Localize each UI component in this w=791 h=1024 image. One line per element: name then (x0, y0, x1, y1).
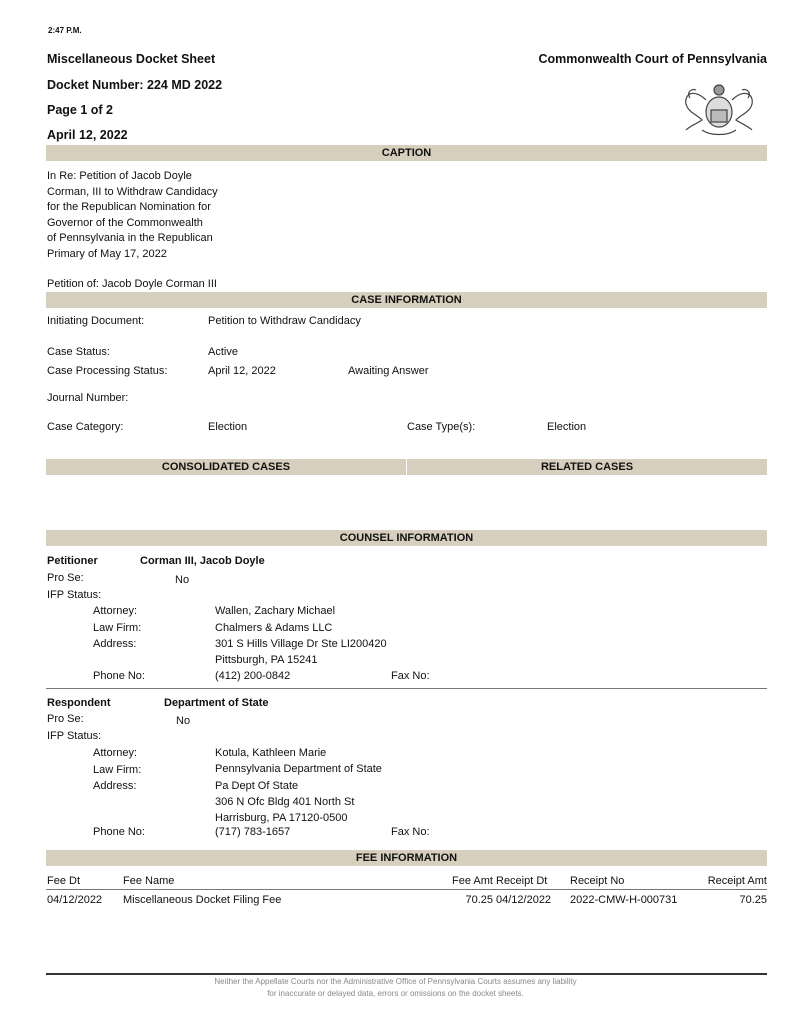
address-line: 301 S Hills Village Dr Ste LI200420 (215, 638, 387, 650)
ifp-status-label: IFP Status: (47, 589, 102, 601)
sheet-date: April 12, 2022 (47, 128, 128, 142)
case-status-label: Case Status: (47, 346, 110, 358)
party-role: Respondent (47, 697, 111, 709)
fee-col-fee-dt: Fee Dt (47, 875, 81, 887)
sheet-title: Miscellaneous Docket Sheet (47, 52, 216, 66)
case-types-label: Case Type(s): (407, 421, 476, 433)
address-line: Harrisburg, PA 17120-0500 (215, 812, 348, 824)
caption-line: Corman, III to Withdraw Candidacy (47, 185, 218, 198)
caption-line: for the Republican Nomination for (47, 201, 211, 213)
phone-value: (717) 783-1657 (215, 826, 291, 838)
pennsylvania-seal-icon (676, 80, 762, 138)
pro-se-label: Pro Se: (47, 713, 84, 725)
fee-col-receipt-no: Receipt No (570, 875, 625, 887)
address-line: 306 N Ofc Bldg 401 North St (215, 796, 355, 808)
case-information-heading: CASE INFORMATION (46, 292, 767, 308)
court-name: Commonwealth Court of Pennsylvania (538, 52, 767, 66)
fee-col-receipt-dt: Receipt Dt (496, 875, 548, 887)
caption-text (47, 169, 218, 262)
fee-dt: 04/12/2022 (47, 894, 103, 906)
receipt-amt: 70.25 (739, 894, 767, 906)
fee-col-fee-name: Fee Name (123, 875, 175, 887)
case-category-label: Case Category: (47, 421, 124, 433)
case-types-value: Election (547, 421, 587, 433)
address-label: Address: (93, 638, 137, 650)
receipt-dt: 04/12/2022 (496, 894, 552, 906)
attorney-label: Attorney: (93, 747, 138, 759)
print-time: 2:47 P.M. (48, 26, 82, 35)
address-label: Address: (93, 780, 137, 792)
fee-col-fee-amt: Fee Amt (452, 875, 493, 887)
party-name: Department of State (164, 697, 269, 709)
party-name: Corman III, Jacob Doyle (140, 555, 265, 567)
processing-status-date: April 12, 2022 (208, 365, 276, 377)
consolidated-cases-heading: CONSOLIDATED CASES (46, 459, 406, 475)
processing-status-label: Case Processing Status: (47, 365, 168, 377)
page-number: Page 1 of 2 (47, 103, 113, 117)
initiating-document-value: Petition to Withdraw Candidacy (208, 315, 361, 327)
caption-heading: CAPTION (46, 145, 767, 161)
attorney-value: Wallen, Zachary Michael (215, 605, 336, 617)
attorney-label: Attorney: (93, 605, 138, 617)
caption-line: In Re: Petition of Jacob Doyle (47, 170, 192, 182)
journal-number-label: Journal Number: (47, 392, 129, 404)
attorney-value: Kotula, Kathleen Marie (215, 747, 327, 759)
law-firm-label: Law Firm: (93, 764, 142, 776)
fax-label: Fax No: (391, 670, 430, 682)
case-category-value: Election (208, 421, 248, 433)
pro-se-label: Pro Se: (47, 572, 84, 584)
phone-label: Phone No: (93, 826, 145, 838)
party-role: Petitioner (47, 555, 98, 567)
party-divider (46, 688, 767, 689)
address-line: Pa Dept Of State (215, 780, 299, 792)
fee-information-heading: FEE INFORMATION (46, 850, 767, 866)
initiating-document-label: Initiating Document: (47, 315, 145, 327)
fax-label: Fax No: (391, 826, 430, 838)
fee-col-receipt-amt: Receipt Amt (707, 875, 767, 887)
phone-label: Phone No: (93, 670, 145, 682)
receipt-no: 2022-CMW-H-000731 (570, 894, 678, 906)
footer-disclaimer-line2: for inaccurate or delayed data, errors or omissions on the docket sheets. (267, 989, 524, 998)
footer-disclaimer-line1: Neither the Appellate Courts nor the Administrative Office of Pennsylvania Courts assumes any liability (214, 977, 577, 986)
ifp-status-label: IFP Status: (47, 730, 102, 742)
phone-value: (412) 200-0842 (215, 670, 291, 682)
fee-header-rule (46, 889, 767, 890)
pro-se-value: No (176, 715, 191, 727)
caption-line: Governor of the Commonwealth (47, 216, 203, 229)
fee-name: Miscellaneous Docket Filing Fee (123, 894, 282, 906)
caption-line: Primary of May 17, 2022 (47, 247, 167, 260)
case-status-value: Active (208, 346, 238, 358)
address-line: Pittsburgh, PA 15241 (215, 654, 318, 666)
footer-rule (46, 973, 767, 975)
docket-number: Docket Number: 224 MD 2022 (47, 78, 223, 92)
caption-line: of Pennsylvania in the Republican (47, 232, 213, 244)
law-firm-label: Law Firm: (93, 622, 142, 634)
pro-se-value: No (175, 574, 190, 586)
counsel-information-heading: COUNSEL INFORMATION (46, 530, 767, 546)
law-firm-value: Pennsylvania Department of State (215, 763, 382, 775)
processing-status-value: Awaiting Answer (348, 365, 429, 377)
petition-of: Petition of: Jacob Doyle Corman III (47, 278, 217, 290)
fee-amt: 70.25 (465, 894, 493, 906)
law-firm-value: Chalmers & Adams LLC (215, 622, 333, 634)
related-cases-heading: RELATED CASES (407, 459, 767, 475)
